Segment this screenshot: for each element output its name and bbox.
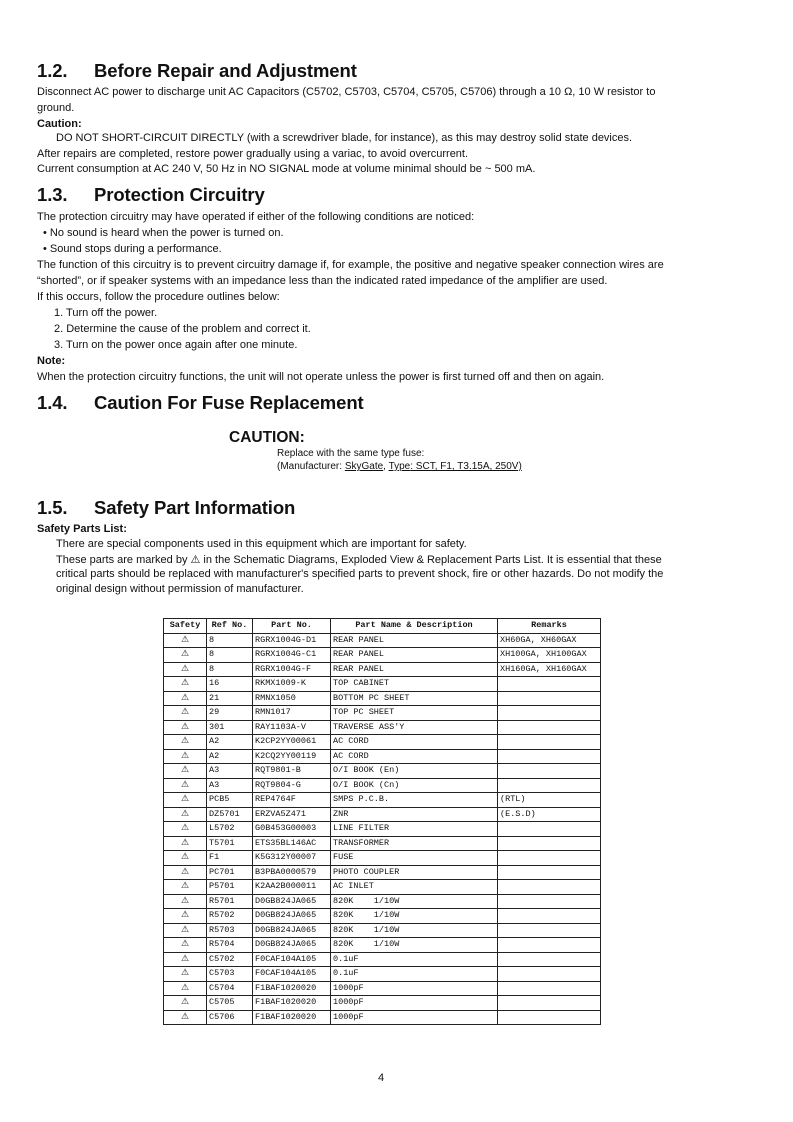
procedure-step: 2. Determine the cause of the problem and correct it.	[54, 323, 311, 335]
table-row	[164, 880, 601, 895]
table-row	[164, 662, 601, 677]
table-row	[164, 836, 601, 851]
table-row	[164, 706, 601, 721]
remarks-cell	[498, 749, 601, 764]
ref-no-cell: 8	[207, 648, 253, 663]
table-row	[164, 778, 601, 793]
part-no-cell: REP4764F	[253, 793, 331, 808]
section-number: 1.3.	[37, 184, 68, 205]
col-header-remarks: Remarks	[498, 619, 601, 634]
safety-warning-icon: ⚠	[164, 952, 207, 967]
if-occurs-text: If this occurs, follow the procedure outlines below:	[37, 291, 280, 303]
ref-no-cell: F1	[207, 851, 253, 866]
part-no-cell: D0GB824JA065	[253, 923, 331, 938]
fuse-caution-box	[229, 429, 522, 473]
safety-warning-icon: ⚠	[164, 836, 207, 851]
remarks-cell	[498, 967, 601, 982]
col-header-part-no: Part No.	[253, 619, 331, 634]
section-number: 1.4.	[37, 392, 68, 413]
section-title-text: Caution For Fuse Replacement	[94, 392, 364, 413]
table-row	[164, 764, 601, 779]
description-cell: ZNR	[331, 807, 498, 822]
ref-no-cell: C5705	[207, 996, 253, 1011]
section-title-before-repair	[37, 60, 357, 82]
description-cell: 0.1uF	[331, 967, 498, 982]
table-row	[164, 793, 601, 808]
table-row	[164, 735, 601, 750]
ref-no-cell: R5704	[207, 938, 253, 953]
description-cell: 820K 1/10W	[331, 938, 498, 953]
part-no-cell: F1BAF1020020	[253, 1010, 331, 1025]
safety-warning-icon: ⚠	[164, 807, 207, 822]
table-row	[164, 677, 601, 692]
ref-no-cell: A2	[207, 735, 253, 750]
section-title-text: Before Repair and Adjustment	[94, 60, 357, 81]
col-header-safety: Safety	[164, 619, 207, 634]
description-cell: LINE FILTER	[331, 822, 498, 837]
procedure-step: 3. Turn on the power once again after one minute.	[54, 339, 298, 351]
ref-no-cell: DZ5701	[207, 807, 253, 822]
safety-warning-icon: ⚠	[164, 880, 207, 895]
remarks-cell	[498, 735, 601, 750]
table-row	[164, 894, 601, 909]
description-cell: 1000pF	[331, 981, 498, 996]
remarks-cell	[498, 822, 601, 837]
part-no-cell: RQT9801-B	[253, 764, 331, 779]
ref-no-cell: 16	[207, 677, 253, 692]
ref-no-cell: C5703	[207, 967, 253, 982]
safety-para2-line3: original design without permission of manufacturer.	[56, 583, 304, 595]
ref-no-cell: T5701	[207, 836, 253, 851]
part-no-cell: F0CAF104A105	[253, 967, 331, 982]
description-cell: TOP CABINET	[331, 677, 498, 692]
part-no-cell: B3PBA0000579	[253, 865, 331, 880]
table-row	[164, 807, 601, 822]
remarks-cell	[498, 720, 601, 735]
ref-no-cell: A3	[207, 764, 253, 779]
remarks-cell: XH60GA, XH60GAX	[498, 633, 601, 648]
type-separator: ,	[383, 461, 389, 472]
remarks-cell	[498, 952, 601, 967]
safety-warning-icon: ⚠	[164, 764, 207, 779]
safety-warning-icon: ⚠	[164, 735, 207, 750]
remarks-cell	[498, 981, 601, 996]
ref-no-cell: C5702	[207, 952, 253, 967]
remarks-cell	[498, 851, 601, 866]
description-cell: PHOTO COUPLER	[331, 865, 498, 880]
ref-no-cell: P5701	[207, 880, 253, 895]
caution-label: Caution:	[37, 118, 82, 130]
fuse-replace-line: Replace with the same type fuse:	[277, 448, 425, 459]
safety-warning-icon: ⚠	[164, 793, 207, 808]
ref-no-cell: 21	[207, 691, 253, 706]
table-row	[164, 981, 601, 996]
safety-warning-icon: ⚠	[164, 981, 207, 996]
remarks-cell	[498, 865, 601, 880]
description-cell: REAR PANEL	[331, 633, 498, 648]
col-header-ref: Ref No.	[207, 619, 253, 634]
safety-warning-icon: ⚠	[164, 648, 207, 663]
ref-no-cell: C5706	[207, 1010, 253, 1025]
ref-no-cell: C5704	[207, 981, 253, 996]
remarks-cell: XH100GA, XH100GAX	[498, 648, 601, 663]
remarks-cell: (E.S.D)	[498, 807, 601, 822]
safety-parts-table	[163, 618, 601, 1025]
part-no-cell: RAY1103A-V	[253, 720, 331, 735]
note-text: When the protection circuitry functions, the unit will not operate unless the power is first turned off and then on again.	[37, 371, 605, 383]
part-no-cell: K2CQ2YY00119	[253, 749, 331, 764]
safety-warning-icon: ⚠	[164, 851, 207, 866]
ref-no-cell: 8	[207, 633, 253, 648]
table-row	[164, 923, 601, 938]
safety-warning-icon: ⚠	[164, 865, 207, 880]
remarks-cell: (RTL)	[498, 793, 601, 808]
section-title-safety-part	[37, 497, 295, 519]
remarks-cell	[498, 996, 601, 1011]
ref-no-cell: 301	[207, 720, 253, 735]
remarks-cell	[498, 836, 601, 851]
part-no-cell: RMN1017	[253, 706, 331, 721]
safety-warning-icon: ⚠	[164, 662, 207, 677]
safety-warning-icon: ⚠	[164, 923, 207, 938]
ref-no-cell: A2	[207, 749, 253, 764]
part-no-cell: ERZVA5Z471	[253, 807, 331, 822]
col-header-description: Part Name & Description	[331, 619, 498, 634]
section-title-text: Protection Circuitry	[94, 184, 265, 205]
part-no-cell: RGRX1004G-C1	[253, 648, 331, 663]
table-body	[164, 633, 601, 1025]
remarks-cell	[498, 923, 601, 938]
remarks-cell	[498, 764, 601, 779]
remarks-cell	[498, 778, 601, 793]
part-no-cell: F0CAF104A105	[253, 952, 331, 967]
ref-no-cell: PCB5	[207, 793, 253, 808]
part-no-cell: RGRX1004G-D1	[253, 633, 331, 648]
discharge-text-line2: ground.	[37, 102, 75, 114]
description-cell: TOP PC SHEET	[331, 706, 498, 721]
note-label: Note:	[37, 355, 66, 367]
table-header-row	[164, 619, 601, 634]
table-row	[164, 851, 601, 866]
type-value: : SCT, F1, T3.15A, 250V)	[410, 461, 522, 472]
section-title-protection	[37, 184, 265, 206]
manufacturer-name: SkyGate	[344, 461, 384, 472]
description-cell: TRANSFORMER	[331, 836, 498, 851]
description-cell: 1000pF	[331, 1010, 498, 1025]
table-row	[164, 952, 601, 967]
part-no-cell: RQT9804-G	[253, 778, 331, 793]
description-cell: 820K 1/10W	[331, 923, 498, 938]
safety-warning-icon: ⚠	[164, 938, 207, 953]
description-cell: 0.1uF	[331, 952, 498, 967]
remarks-cell	[498, 909, 601, 924]
function-text-line2: “shorted”, or if speaker systems with an impedance less than the indicated rated impedance of the amplifier are used.	[37, 275, 608, 287]
type-label: Type	[388, 461, 411, 472]
description-cell: O/I BOOK (Cn)	[331, 778, 498, 793]
ref-no-cell: 29	[207, 706, 253, 721]
table-row	[164, 865, 601, 880]
current-consumption-text: Current consumption at AC 240 V, 50 Hz in NO SIGNAL mode at volume minimal should be ~ 500 mA.	[37, 163, 536, 175]
description-cell: SMPS P.C.B.	[331, 793, 498, 808]
table-row	[164, 996, 601, 1011]
section-number: 1.2.	[37, 60, 68, 81]
ref-no-cell: R5702	[207, 909, 253, 924]
remarks-cell	[498, 938, 601, 953]
ref-no-cell: 8	[207, 662, 253, 677]
description-cell: O/I BOOK (En)	[331, 764, 498, 779]
caution-text: DO NOT SHORT-CIRCUIT DIRECTLY (with a screwdriver blade, for instance), as this may destroy solid state devices.	[56, 132, 633, 144]
table-row	[164, 633, 601, 648]
table-row	[164, 720, 601, 735]
remarks-cell	[498, 880, 601, 895]
part-no-cell: F1BAF1020020	[253, 981, 331, 996]
table-row	[164, 691, 601, 706]
part-no-cell: D0GB824JA065	[253, 894, 331, 909]
safety-warning-icon: ⚠	[164, 691, 207, 706]
bullet-item: • No sound is heard when the power is turned on.	[43, 227, 284, 239]
discharge-text-line1: Disconnect AC power to discharge unit AC Capacitors (C5702, C5703, C5704, C5705, C5706) through a 10 Ω, 10 W resistor to	[37, 86, 656, 98]
safety-warning-icon: ⚠	[164, 967, 207, 982]
description-cell: REAR PANEL	[331, 662, 498, 677]
procedure-step: 1. Turn off the power.	[54, 307, 158, 319]
part-no-cell: G0B453G00003	[253, 822, 331, 837]
manufacturer-prefix: (Manufacturer:	[277, 461, 345, 472]
ref-no-cell: A3	[207, 778, 253, 793]
section-title-fuse	[37, 392, 364, 414]
part-no-cell: RGRX1004G-F	[253, 662, 331, 677]
description-cell: AC CORD	[331, 735, 498, 750]
description-cell: 1000pF	[331, 996, 498, 1011]
table-row	[164, 749, 601, 764]
part-no-cell: K2CP2YY00061	[253, 735, 331, 750]
remarks-cell: XH160GA, XH160GAX	[498, 662, 601, 677]
ref-no-cell: PC701	[207, 865, 253, 880]
safety-warning-icon: ⚠	[164, 909, 207, 924]
part-no-cell: RMNX1050	[253, 691, 331, 706]
safety-warning-icon: ⚠	[164, 633, 207, 648]
safety-warning-icon: ⚠	[164, 720, 207, 735]
after-repair-text: After repairs are completed, restore power gradually using a variac, to avoid overcurrent.	[37, 148, 469, 160]
remarks-cell	[498, 1010, 601, 1025]
safety-warning-icon: ⚠	[164, 1010, 207, 1025]
safety-warning-icon: ⚠	[164, 706, 207, 721]
safety-warning-icon: ⚠	[164, 677, 207, 692]
protection-intro: The protection circuitry may have operated if either of the following conditions are noticed:	[37, 211, 475, 223]
part-no-cell: RKMX1009-K	[253, 677, 331, 692]
remarks-cell	[498, 677, 601, 692]
remarks-cell	[498, 691, 601, 706]
remarks-cell	[498, 706, 601, 721]
safety-para1: There are special components used in this equipment which are important for safety.	[56, 538, 467, 550]
table-row	[164, 938, 601, 953]
safety-para2-line1: These parts are marked by ⚠ in the Schematic Diagrams, Exploded View & Replacement Parts List. It is essential that these	[56, 554, 662, 566]
ref-no-cell: R5703	[207, 923, 253, 938]
safety-warning-icon: ⚠	[164, 996, 207, 1011]
safety-warning-icon: ⚠	[164, 778, 207, 793]
part-no-cell: D0GB824JA065	[253, 938, 331, 953]
ref-no-cell: R5701	[207, 894, 253, 909]
description-cell: AC INLET	[331, 880, 498, 895]
ref-no-cell: L5702	[207, 822, 253, 837]
page-number: 4	[378, 1072, 385, 1084]
function-text-line1: The function of this circuitry is to prevent circuitry damage if, for example, the positive and negative speaker connection wires are	[37, 259, 664, 271]
remarks-cell	[498, 894, 601, 909]
part-no-cell: K5G312Y00007	[253, 851, 331, 866]
safety-warning-icon: ⚠	[164, 822, 207, 837]
bullet-item: • Sound stops during a performance.	[43, 243, 222, 255]
safety-warning-icon: ⚠	[164, 749, 207, 764]
safety-warning-icon: ⚠	[164, 894, 207, 909]
part-no-cell: D0GB824JA065	[253, 909, 331, 924]
description-cell: 820K 1/10W	[331, 894, 498, 909]
description-cell: FUSE	[331, 851, 498, 866]
table-row	[164, 648, 601, 663]
table-row	[164, 909, 601, 924]
safety-parts-list-label: Safety Parts List:	[37, 523, 127, 535]
description-cell: TRAVERSE ASS'Y	[331, 720, 498, 735]
section-title-text: Safety Part Information	[94, 497, 296, 518]
description-cell: BOTTOM PC SHEET	[331, 691, 498, 706]
safety-para2-line2: critical parts should be replaced with manufacturer's specified parts to prevent shock, fire or other hazards. Do not modify the	[56, 568, 664, 580]
table-row	[164, 967, 601, 982]
description-cell: 820K 1/10W	[331, 909, 498, 924]
section-number: 1.5.	[37, 497, 68, 518]
description-cell: AC CORD	[331, 749, 498, 764]
table-row	[164, 1010, 601, 1025]
part-no-cell: ETS35BL146AC	[253, 836, 331, 851]
part-no-cell: K2AA2B000011	[253, 880, 331, 895]
part-no-cell: F1BAF1020020	[253, 996, 331, 1011]
description-cell: REAR PANEL	[331, 648, 498, 663]
fuse-caution-heading: CAUTION:	[229, 429, 305, 446]
fuse-manufacturer-line	[277, 460, 522, 473]
table-row	[164, 822, 601, 837]
